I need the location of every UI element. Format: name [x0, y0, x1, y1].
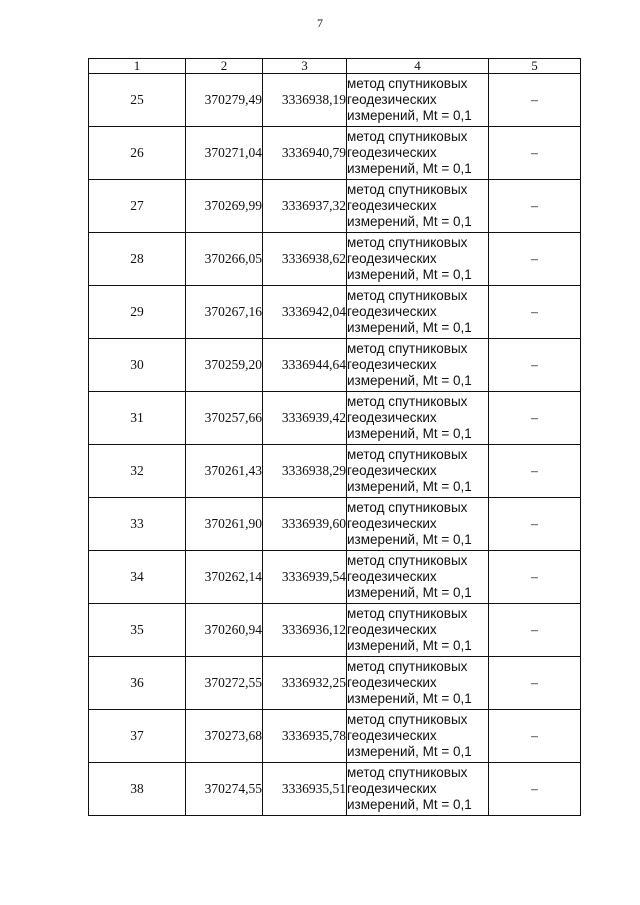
method-cell [347, 710, 489, 763]
method-line: геодезических [347, 410, 437, 425]
method-line: геодезических [347, 463, 437, 478]
method-cell [347, 127, 489, 180]
note-cell: – [489, 392, 581, 445]
column-header-4: 4 [347, 59, 489, 74]
point-number-cell: 31 [89, 392, 186, 445]
method-cell [347, 233, 489, 286]
method-line: измерений, Mt = 0,1 [347, 638, 472, 653]
note-cell: – [489, 551, 581, 604]
note-cell: – [489, 445, 581, 498]
note-cell: – [489, 498, 581, 551]
method-cell [347, 498, 489, 551]
method-line: геодезических [347, 569, 437, 584]
point-number-cell: 34 [89, 551, 186, 604]
column-header-3: 3 [263, 59, 347, 74]
method-cell [347, 339, 489, 392]
method-line: геодезических [347, 92, 437, 107]
table-row [89, 763, 581, 816]
point-number-cell: 36 [89, 657, 186, 710]
table-row [89, 604, 581, 657]
y-coordinate-cell: 3336942,04 [263, 286, 347, 339]
method-line: измерений, Mt = 0,1 [347, 691, 472, 706]
method-line: метод спутниковых [347, 288, 468, 303]
x-coordinate-cell: 370266,05 [186, 233, 263, 286]
y-coordinate-cell: 3336940,79 [263, 127, 347, 180]
method-line: измерений, Mt = 0,1 [347, 744, 472, 759]
note-cell: – [489, 127, 581, 180]
method-cell [347, 392, 489, 445]
method-cell [347, 74, 489, 127]
table-header-row [89, 59, 581, 74]
x-coordinate-cell: 370274,55 [186, 763, 263, 816]
x-coordinate-cell: 370272,55 [186, 657, 263, 710]
method-line: измерений, Mt = 0,1 [347, 267, 472, 282]
y-coordinate-cell: 3336937,32 [263, 180, 347, 233]
method-line: геодезических [347, 145, 437, 160]
note-cell: – [489, 657, 581, 710]
method-cell [347, 551, 489, 604]
method-line: метод спутниковых [347, 394, 468, 409]
y-coordinate-cell: 3336939,54 [263, 551, 347, 604]
method-line: метод спутниковых [347, 553, 468, 568]
method-line: метод спутниковых [347, 606, 468, 621]
note-cell: – [489, 710, 581, 763]
y-coordinate-cell: 3336936,12 [263, 604, 347, 657]
method-line: измерений, Mt = 0,1 [347, 320, 472, 335]
column-header-1: 1 [89, 59, 186, 74]
y-coordinate-cell: 3336935,78 [263, 710, 347, 763]
y-coordinate-cell: 3336935,51 [263, 763, 347, 816]
method-line: метод спутниковых [347, 182, 468, 197]
method-line: геодезических [347, 728, 437, 743]
point-number-cell: 33 [89, 498, 186, 551]
method-line: измерений, Mt = 0,1 [347, 426, 472, 441]
x-coordinate-cell: 370267,16 [186, 286, 263, 339]
table-row [89, 180, 581, 233]
method-line: геодезических [347, 251, 437, 266]
method-cell [347, 604, 489, 657]
x-coordinate-cell: 370261,90 [186, 498, 263, 551]
note-cell: – [489, 763, 581, 816]
method-line: метод спутниковых [347, 659, 468, 674]
point-number-cell: 38 [89, 763, 186, 816]
method-line: измерений, Mt = 0,1 [347, 214, 472, 229]
note-cell: – [489, 286, 581, 339]
point-number-cell: 26 [89, 127, 186, 180]
method-line: метод спутниковых [347, 712, 468, 727]
point-number-cell: 32 [89, 445, 186, 498]
method-line: геодезических [347, 516, 437, 531]
x-coordinate-cell: 370279,49 [186, 74, 263, 127]
y-coordinate-cell: 3336938,62 [263, 233, 347, 286]
page-number: 7 [317, 16, 323, 30]
method-cell [347, 286, 489, 339]
method-line: метод спутниковых [347, 447, 468, 462]
method-line: метод спутниковых [347, 341, 468, 356]
note-cell: – [489, 74, 581, 127]
x-coordinate-cell: 370273,68 [186, 710, 263, 763]
method-line: геодезических [347, 781, 437, 796]
x-coordinate-cell: 370271,04 [186, 127, 263, 180]
column-header-5: 5 [489, 59, 581, 74]
method-line: геодезических [347, 675, 437, 690]
table-row [89, 551, 581, 604]
y-coordinate-cell: 3336932,25 [263, 657, 347, 710]
table-row [89, 710, 581, 763]
method-line: измерений, Mt = 0,1 [347, 532, 472, 547]
table-row [89, 339, 581, 392]
method-line: геодезических [347, 622, 437, 637]
point-number-cell: 37 [89, 710, 186, 763]
point-number-cell: 30 [89, 339, 186, 392]
coordinates-table [88, 58, 581, 816]
y-coordinate-cell: 3336944,64 [263, 339, 347, 392]
method-line: геодезических [347, 304, 437, 319]
table-row [89, 74, 581, 127]
x-coordinate-cell: 370257,66 [186, 392, 263, 445]
method-cell [347, 445, 489, 498]
point-number-cell: 25 [89, 74, 186, 127]
x-coordinate-cell: 370269,99 [186, 180, 263, 233]
table-row [89, 498, 581, 551]
method-line: метод спутниковых [347, 500, 468, 515]
y-coordinate-cell: 3336938,29 [263, 445, 347, 498]
method-line: измерений, Mt = 0,1 [347, 373, 472, 388]
point-number-cell: 29 [89, 286, 186, 339]
x-coordinate-cell: 370262,14 [186, 551, 263, 604]
method-line: метод спутниковых [347, 235, 468, 250]
table-row [89, 286, 581, 339]
method-line: геодезических [347, 198, 437, 213]
y-coordinate-cell: 3336939,60 [263, 498, 347, 551]
note-cell: – [489, 180, 581, 233]
y-coordinate-cell: 3336938,19 [263, 74, 347, 127]
table-row [89, 127, 581, 180]
x-coordinate-cell: 370259,20 [186, 339, 263, 392]
x-coordinate-cell: 370261,43 [186, 445, 263, 498]
note-cell: – [489, 604, 581, 657]
table-row [89, 392, 581, 445]
column-header-2: 2 [186, 59, 263, 74]
method-line: измерений, Mt = 0,1 [347, 161, 472, 176]
method-line: метод спутниковых [347, 76, 468, 91]
method-line: измерений, Mt = 0,1 [347, 479, 472, 494]
method-line: измерений, Mt = 0,1 [347, 585, 472, 600]
note-cell: – [489, 233, 581, 286]
x-coordinate-cell: 370260,94 [186, 604, 263, 657]
point-number-cell: 27 [89, 180, 186, 233]
method-line: геодезических [347, 357, 437, 372]
point-number-cell: 35 [89, 604, 186, 657]
table-row [89, 445, 581, 498]
method-line: метод спутниковых [347, 765, 468, 780]
table-row [89, 233, 581, 286]
note-cell: – [489, 339, 581, 392]
method-cell [347, 763, 489, 816]
y-coordinate-cell: 3336939,42 [263, 392, 347, 445]
method-line: измерений, Mt = 0,1 [347, 108, 472, 123]
point-number-cell: 28 [89, 233, 186, 286]
method-line: измерений, Mt = 0,1 [347, 797, 472, 812]
table-row [89, 657, 581, 710]
method-cell [347, 657, 489, 710]
method-cell [347, 180, 489, 233]
method-line: метод спутниковых [347, 129, 468, 144]
